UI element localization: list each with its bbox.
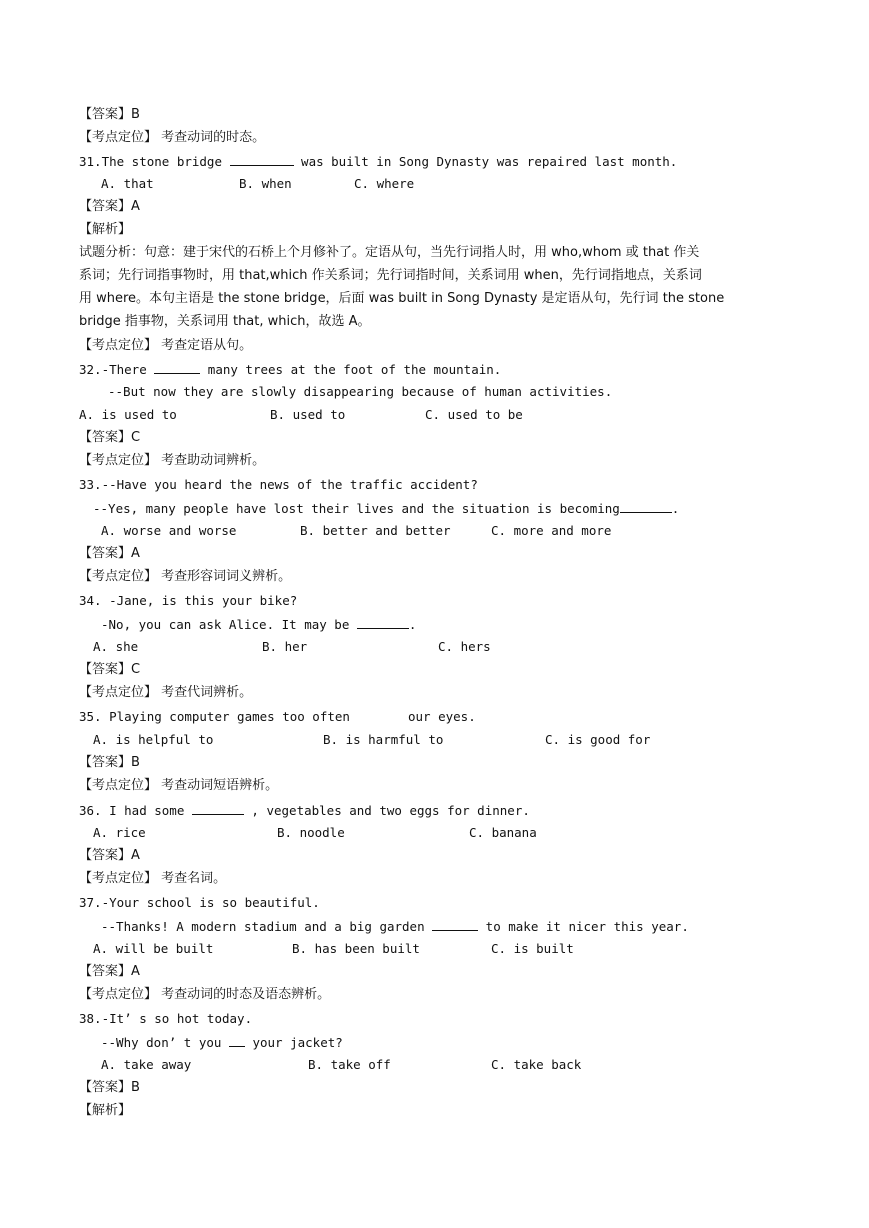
question-text: was built in Song Dynasty was repaired last month.	[293, 154, 678, 169]
exam-point: 【考点定位】 考查助动词辨析。	[79, 453, 266, 468]
answer-blank	[192, 802, 244, 815]
option-c: C. is built	[491, 941, 574, 956]
option-c: C. banana	[469, 825, 537, 840]
answer-label: 【答案】B	[79, 1080, 140, 1095]
option-a: A. worse and worse	[101, 523, 237, 538]
question-text: 32.-There	[79, 362, 155, 377]
answer-label: 【答案】C	[79, 430, 141, 445]
option-b: B. better and better	[300, 523, 451, 538]
question-text: .	[671, 501, 680, 516]
answer-blank	[229, 1034, 245, 1047]
exam-point: 【考点定位】 考查代词辨析。	[79, 685, 253, 700]
question-36	[79, 802, 530, 819]
answer-label: 【答案】A	[79, 848, 140, 863]
question-38-reply	[101, 1034, 343, 1051]
question-34: 34. -Jane, is this your bike?	[79, 593, 298, 608]
answer-label: 【答案】C	[79, 662, 141, 677]
exam-point: 【考点定位】 考查名词。	[79, 871, 227, 886]
option-c: C. more and more	[491, 523, 612, 538]
option-c: C. where	[354, 176, 415, 191]
option-b: B. when	[239, 176, 292, 191]
option-b: B. take off	[308, 1057, 391, 1072]
question-32-reply: --But now they are slowly disappearing because of human activities.	[108, 384, 613, 399]
option-a: A. is used to	[79, 407, 177, 422]
question-33: 33.--Have you heard the news of the traffic accident?	[79, 477, 478, 492]
answer-blank	[230, 153, 294, 166]
answer-blank	[620, 500, 672, 513]
question-text: --Thanks! A modern stadium and a big garden	[101, 919, 433, 934]
question-32	[79, 361, 501, 378]
answer-blank	[432, 918, 478, 931]
option-b: B. her	[262, 639, 308, 654]
question-31	[79, 153, 677, 170]
question-35-tail: our eyes.	[408, 709, 476, 724]
option-a: A. take away	[101, 1057, 192, 1072]
analysis-text: 系词；先行词指事物时，用 that,which 作关系词；先行词指时间，关系词用 when，先行词指地点，关系词	[79, 268, 702, 283]
option-c: C. take back	[491, 1057, 582, 1072]
question-text: 36. I had some	[79, 803, 192, 818]
option-b: B. noodle	[277, 825, 345, 840]
option-a: A. is helpful to	[93, 732, 214, 747]
option-a: A. rice	[93, 825, 146, 840]
option-a: A. that	[101, 176, 154, 191]
answer-label: 【答案】A	[79, 964, 140, 979]
question-text: many trees at the foot of the mountain.	[200, 362, 502, 377]
exam-point: 【考点定位】 考查动词的时态。	[79, 130, 266, 145]
question-37-reply	[101, 918, 689, 935]
answer-blank	[357, 616, 409, 629]
option-b: B. has been built	[292, 941, 420, 956]
question-text: your jacket?	[244, 1035, 343, 1050]
answer-label: 【答案】A	[79, 546, 140, 561]
question-37: 37.-Your school is so beautiful.	[79, 895, 320, 910]
option-c: C. is good for	[545, 732, 651, 747]
question-text: to make it nicer this year.	[478, 919, 689, 934]
analysis-label: 【解析】	[79, 1103, 132, 1118]
question-text: -No, you can ask Alice. It may be	[101, 617, 357, 632]
exam-point: 【考点定位】 考查动词短语辨析。	[79, 778, 279, 793]
analysis-text: bridge 指事物，关系词用 that, which，故选 A。	[79, 314, 371, 329]
answer-label: 【答案】A	[79, 199, 140, 214]
question-text: --Why don’ t you	[101, 1035, 229, 1050]
question-text: , vegetables and two eggs for dinner.	[243, 803, 530, 818]
option-a: A. will be built	[93, 941, 214, 956]
exam-point: 【考点定位】 考查定语从句。	[79, 338, 253, 353]
question-text: 31.The stone bridge	[79, 154, 230, 169]
exam-point: 【考点定位】 考查动词的时态及语态辨析。	[79, 987, 331, 1002]
answer-blank	[154, 361, 200, 374]
question-35: 35. Playing computer games too often	[79, 709, 350, 724]
question-text: --Yes, many people have lost their lives and the situation is becoming	[93, 501, 620, 516]
answer-label: 【答案】B	[79, 755, 140, 770]
analysis-text: 用 where。本句主语是 the stone bridge，后面 was built in Song Dynasty 是定语从句，先行词 the stone	[79, 291, 725, 306]
option-b: B. used to	[270, 407, 346, 422]
option-b: B. is harmful to	[323, 732, 444, 747]
exam-point: 【考点定位】 考查形容词词义辨析。	[79, 569, 292, 584]
question-34-reply	[101, 616, 416, 633]
analysis-label: 【解析】	[79, 222, 132, 237]
question-33-reply	[93, 500, 679, 517]
question-text: .	[408, 617, 417, 632]
answer-label: 【答案】B	[79, 107, 140, 122]
question-38: 38.-It’ s so hot today.	[79, 1011, 253, 1026]
analysis-text: 试题分析：句意：建于宋代的石桥上个月修补了。定语从句，当先行词指人时，用 who,whom 或 that 作关	[79, 245, 700, 260]
option-c: C. hers	[438, 639, 491, 654]
option-c: C. used to be	[425, 407, 523, 422]
option-a: A. she	[93, 639, 139, 654]
